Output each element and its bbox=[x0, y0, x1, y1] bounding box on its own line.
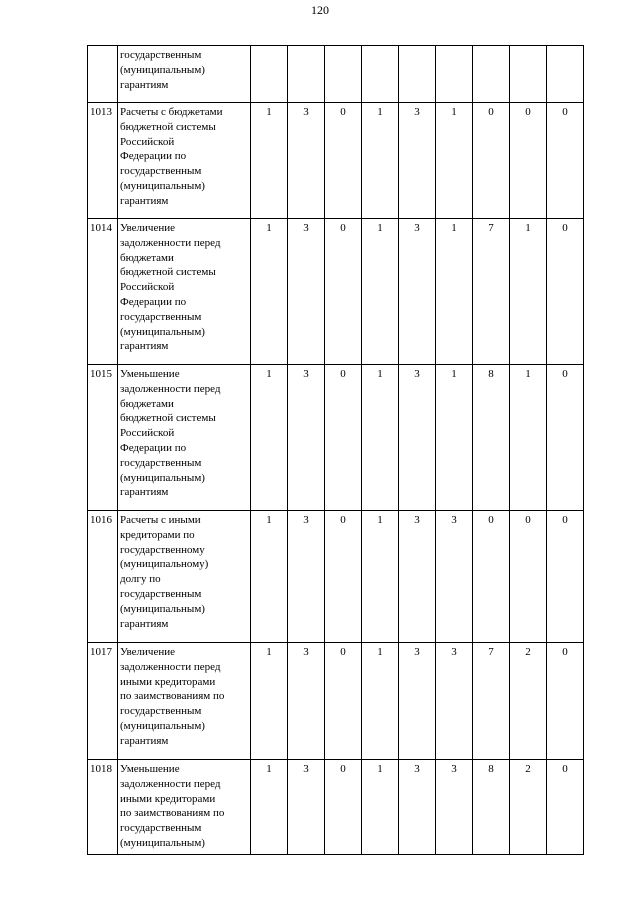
row-value-cell: 1 bbox=[251, 365, 288, 511]
row-value-cell: 3 bbox=[288, 103, 325, 219]
table-row bbox=[88, 643, 584, 760]
table-row bbox=[88, 46, 584, 103]
row-value-cell: 1 bbox=[436, 219, 473, 365]
row-code-cell: 1017 bbox=[88, 643, 118, 760]
row-value-cell bbox=[362, 46, 399, 103]
row-value-cell bbox=[288, 46, 325, 103]
row-value-cell: 3 bbox=[436, 643, 473, 760]
row-value-cell: 0 bbox=[547, 219, 584, 365]
row-value-cell: 8 bbox=[473, 760, 510, 855]
row-code-cell: 1014 bbox=[88, 219, 118, 365]
row-value-cell: 0 bbox=[325, 760, 362, 855]
row-value-cell: 1 bbox=[436, 103, 473, 219]
accounts-table bbox=[87, 45, 584, 855]
row-value-cell: 1 bbox=[251, 219, 288, 365]
row-value-cell: 3 bbox=[288, 643, 325, 760]
table-row bbox=[88, 760, 584, 855]
row-value-cell: 3 bbox=[399, 643, 436, 760]
row-value-cell: 1 bbox=[251, 103, 288, 219]
row-value-cell: 2 bbox=[510, 760, 547, 855]
row-value-cell: 0 bbox=[510, 511, 547, 643]
row-value-cell: 1 bbox=[362, 760, 399, 855]
row-name-cell: государственным (муниципальным) гарантиям bbox=[118, 46, 251, 103]
row-value-cell: 1 bbox=[510, 219, 547, 365]
row-value-cell: 0 bbox=[547, 760, 584, 855]
row-value-cell: 2 bbox=[510, 643, 547, 760]
row-value-cell: 1 bbox=[362, 219, 399, 365]
row-value-cell bbox=[325, 46, 362, 103]
row-value-cell: 3 bbox=[399, 511, 436, 643]
row-value-cell: 0 bbox=[547, 643, 584, 760]
page-number: 120 bbox=[311, 3, 329, 17]
row-name-cell: Расчеты с иными кредиторами по государственному (муниципальному) долгу по государственным (муниципальным) гарантиям bbox=[118, 511, 251, 643]
row-value-cell: 0 bbox=[325, 365, 362, 511]
row-value-cell: 3 bbox=[288, 219, 325, 365]
row-name-cell: Расчеты с бюджетами бюджетной системы Российской Федерации по государственным (муниципальным) гарантиям bbox=[118, 103, 251, 219]
table-row bbox=[88, 103, 584, 219]
row-code-cell: 1015 bbox=[88, 365, 118, 511]
row-value-cell: 0 bbox=[325, 643, 362, 760]
table-body bbox=[88, 46, 584, 855]
row-value-cell: 1 bbox=[251, 760, 288, 855]
row-value-cell: 1 bbox=[510, 365, 547, 511]
row-value-cell: 0 bbox=[547, 103, 584, 219]
row-value-cell: 3 bbox=[288, 760, 325, 855]
row-name-cell: Уменьшение задолженности перед иными кредиторами по заимствованиям по государственным (муниципальным) bbox=[118, 760, 251, 855]
row-value-cell: 0 bbox=[473, 511, 510, 643]
row-value-cell: 1 bbox=[362, 643, 399, 760]
row-value-cell bbox=[436, 46, 473, 103]
row-value-cell: 0 bbox=[325, 103, 362, 219]
row-code-cell: 1018 bbox=[88, 760, 118, 855]
row-value-cell: 0 bbox=[510, 103, 547, 219]
row-value-cell: 3 bbox=[399, 365, 436, 511]
row-value-cell: 7 bbox=[473, 643, 510, 760]
row-name-cell: Увеличение задолженности перед бюджетами бюджетной системы Российской Федерации по государственным (муниципальным) гарантиям bbox=[118, 219, 251, 365]
row-value-cell: 0 bbox=[325, 219, 362, 365]
row-value-cell bbox=[510, 46, 547, 103]
row-value-cell: 3 bbox=[399, 760, 436, 855]
table-row bbox=[88, 365, 584, 511]
row-value-cell: 0 bbox=[473, 103, 510, 219]
row-value-cell: 3 bbox=[288, 365, 325, 511]
row-value-cell bbox=[251, 46, 288, 103]
table-row bbox=[88, 219, 584, 365]
row-value-cell: 7 bbox=[473, 219, 510, 365]
row-value-cell: 1 bbox=[251, 511, 288, 643]
row-value-cell: 3 bbox=[399, 219, 436, 365]
row-value-cell: 1 bbox=[362, 511, 399, 643]
row-value-cell: 1 bbox=[362, 103, 399, 219]
row-value-cell: 8 bbox=[473, 365, 510, 511]
row-value-cell: 3 bbox=[436, 760, 473, 855]
row-value-cell: 1 bbox=[436, 365, 473, 511]
row-value-cell bbox=[547, 46, 584, 103]
row-code-cell: 1016 bbox=[88, 511, 118, 643]
row-value-cell: 0 bbox=[547, 365, 584, 511]
row-value-cell: 1 bbox=[251, 643, 288, 760]
row-value-cell: 1 bbox=[362, 365, 399, 511]
row-value-cell bbox=[473, 46, 510, 103]
row-name-cell: Увеличение задолженности перед иными кредиторами по заимствованиям по государственным (муниципальным) гарантиям bbox=[118, 643, 251, 760]
row-value-cell: 0 bbox=[325, 511, 362, 643]
table-row bbox=[88, 511, 584, 643]
row-code-cell bbox=[88, 46, 118, 103]
row-name-cell: Уменьшение задолженности перед бюджетами бюджетной системы Российской Федерации по государственным (муниципальным) гарантиям bbox=[118, 365, 251, 511]
row-code-cell: 1013 bbox=[88, 103, 118, 219]
row-value-cell: 0 bbox=[547, 511, 584, 643]
row-value-cell: 3 bbox=[399, 103, 436, 219]
row-value-cell bbox=[399, 46, 436, 103]
row-value-cell: 3 bbox=[436, 511, 473, 643]
row-value-cell: 3 bbox=[288, 511, 325, 643]
